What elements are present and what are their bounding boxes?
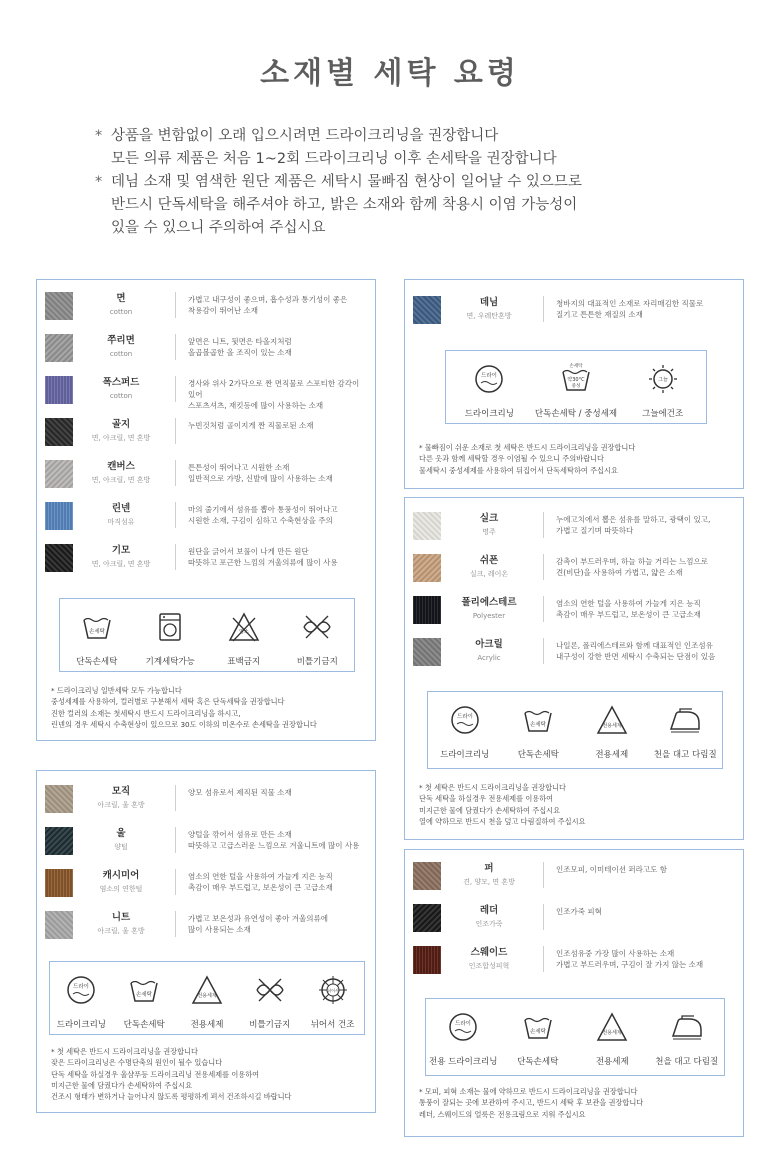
care-note-line: * 첫 세탁은 반드시 드라이크리닝을 권장합니다 — [419, 783, 566, 792]
material-desc — [175, 502, 367, 528]
care-icon-label: 그늘에건조 — [642, 409, 684, 419]
material-desc — [175, 292, 367, 318]
care-notes — [419, 1086, 733, 1120]
material-desc-line: 일반적으로 가방, 신발에 많이 사용하는 소재 — [188, 474, 333, 483]
material-desc-line: 시원한 소재, 구김이 심하고 수축현상을 주의 — [188, 516, 333, 525]
material-row — [45, 869, 367, 899]
material-name: 모직 — [111, 786, 131, 797]
hand-wash-icon — [80, 611, 114, 647]
material-sub: 마직섬유 — [107, 518, 135, 526]
care-icon-label: 천을 대고 다림질 — [655, 1057, 719, 1067]
care-icon-label: 드라이크리닝 — [464, 409, 514, 419]
material-name-block — [73, 334, 169, 360]
material-sub: 실크, 레이온 — [469, 570, 509, 578]
material-sub: 명주 — [482, 528, 496, 536]
shade-dry-icon — [646, 363, 680, 399]
care-icon-label: 전용세제 — [190, 1020, 224, 1030]
material-name-block — [73, 869, 169, 895]
care-icon-label: 천을 대고 다림질 — [653, 750, 717, 760]
material-name-block — [441, 296, 537, 322]
material-desc-line: 앞면은 니트, 뒷면은 타올지처럼 — [188, 337, 292, 346]
hand-wash-icon — [127, 974, 161, 1010]
svg-text:전용세제: 전용세제 — [602, 723, 622, 729]
no-wring-icon — [253, 974, 287, 1010]
material-name-block — [73, 502, 169, 528]
care-icon-label: 비틀기금지 — [249, 1020, 291, 1030]
material-sub: 염소의 연한털 — [99, 885, 143, 893]
material-swatch — [45, 418, 73, 446]
material-desc — [543, 512, 735, 538]
material-name-block — [73, 292, 169, 318]
care-icon-item — [207, 611, 281, 667]
material-sub: 면, 아크릴, 면 혼방 — [91, 560, 151, 568]
material-desc-line: 청바지의 대표적인 소재로 자리매김한 직물로 — [556, 299, 704, 308]
material-desc-line: 누빈것처럼 골이지게 짠 직물로된 소재 — [188, 421, 314, 430]
care-icon-label: 단독손세탁 — [517, 1057, 559, 1067]
material-desc — [175, 376, 367, 410]
care-note-line: 중성세제를 사용하여, 컬러별로 구분해서 세탁 혹은 단독세탁을 권장합니다 — [51, 697, 285, 707]
material-name: 데님 — [479, 297, 499, 308]
material-row — [45, 460, 367, 490]
material-name: 골지 — [111, 419, 131, 430]
material-desc-line: 가볍고 내구성이 좋으며, 흡수성과 통기성이 좋은 — [188, 295, 348, 304]
material-row — [45, 544, 367, 574]
care-icon-item — [501, 1011, 576, 1067]
care-note-line: 미지근한 물에 담궜다가 손세탁하여 주십시요 — [51, 1080, 193, 1090]
material-desc-line: 견(비단)을 사용하여 가볍고, 얇은 소재 — [556, 568, 683, 577]
panel-silk — [404, 497, 744, 840]
machine-wash-icon — [153, 611, 187, 647]
care-icon-label: 뉘어서 건조 — [310, 1020, 355, 1030]
material-row — [45, 785, 367, 815]
care-icon-item — [502, 704, 576, 760]
svg-text:손세탁: 손세탁 — [136, 992, 153, 998]
iron-with-cloth-icon — [668, 704, 702, 740]
material-desc-line: 나일론, 폴리에스테르와 함께 대표적인 인조섬유 — [556, 641, 713, 650]
material-name-block — [73, 785, 169, 811]
material-name-block — [73, 544, 169, 570]
material-desc-line: 많이 사용되는 소재 — [188, 925, 251, 934]
material-name-block — [441, 946, 537, 972]
svg-text:그늘: 그늘 — [657, 377, 668, 383]
svg-text:손세탁: 손세탁 — [530, 722, 547, 728]
care-notes — [419, 442, 733, 476]
material-sub: 인조합성피혁 — [468, 962, 510, 970]
material-name: 레더 — [479, 905, 499, 916]
care-icon-label: 표백금지 — [227, 657, 261, 667]
material-desc-line: 따뜻하고 고급스러운 느낌으로 겨울니트에 많이 사용 — [188, 841, 360, 850]
care-icons-box — [49, 961, 365, 1035]
panel-fur-leather — [404, 849, 744, 1137]
care-notes — [51, 1046, 365, 1102]
care-icons-box — [425, 998, 725, 1076]
care-icon-item — [575, 704, 649, 760]
material-desc-line: 인조섬유중 가장 많이 사용하는 소재 — [556, 949, 675, 958]
svg-text:뉘어서: 뉘어서 — [326, 988, 339, 993]
care-icons-box — [59, 598, 355, 672]
material-swatch — [45, 334, 73, 362]
material-sub: 아크릴, 울 혼방 — [97, 927, 145, 935]
material-desc — [543, 638, 735, 664]
material-desc — [543, 946, 735, 972]
material-name: 쭈리면 — [107, 335, 135, 346]
material-desc — [543, 554, 735, 580]
care-icon-item — [624, 363, 702, 419]
material-row — [45, 376, 367, 410]
material-swatch — [45, 911, 73, 939]
material-row — [413, 904, 735, 934]
material-swatch — [45, 292, 73, 320]
material-swatch — [413, 512, 441, 540]
material-row — [413, 946, 735, 976]
care-note-line: 단독 세탁을 하실경우 전용세제를 이용하여 — [419, 794, 554, 804]
material-swatch — [413, 596, 441, 624]
material-desc-line: 인조가죽 피혁 — [556, 907, 602, 916]
svg-text:드라이: 드라이 — [73, 984, 90, 990]
care-icon-item — [450, 363, 528, 419]
material-desc-line: 가볍고 부드러우며, 구김이 잘 가지 않는 소재 — [556, 960, 704, 969]
panel-cotton — [36, 279, 376, 741]
material-desc — [543, 296, 735, 322]
care-note-line: 단독 세탁을 하실경우 울샴푸등 드라이크리닝 전용세제를 이용하여 — [51, 1069, 260, 1079]
material-desc-line: 따뜻하고 포근한 느낌의 겨울의류에 많이 사용 — [188, 558, 338, 567]
intro-line: 모든 의류 제품은 처음 1~2회 드라이크리닝 이후 손세탁을 권장합니다 — [111, 151, 557, 167]
care-note-line: 린넨의 경우 세탁시 수축현상이 있으므로 30도 이하의 미온수로 손세탁을 권장합니다 — [51, 719, 317, 729]
material-name: 폴리에스테르 — [461, 597, 517, 608]
material-desc — [543, 904, 735, 930]
material-row — [45, 292, 367, 322]
material-swatch — [413, 554, 441, 582]
material-desc-line: 촉감이 매우 부드럽고, 보온성이 큰 고급소재 — [556, 610, 701, 619]
material-name: 니트 — [111, 912, 131, 923]
dry-clean-icon — [448, 704, 482, 740]
material-swatch — [413, 946, 441, 974]
material-row — [413, 638, 735, 668]
care-note-line: * 물빠짐이 쉬운 소재로 첫 세탁은 반드시 드라이크리닝을 권장합니다 — [419, 443, 636, 452]
care-icon-item — [60, 611, 134, 667]
care-icon-label: 비틀기금지 — [296, 657, 338, 667]
material-name: 울 — [116, 828, 126, 839]
material-desc-line: 염소의 연한 털을 사용하여 가늘게 지은 능직 — [188, 872, 333, 881]
hand-wash-neutral-icon — [559, 363, 593, 399]
material-desc-line: 가볍고 보온성과 유연성이 좋아 겨울의류에 — [188, 914, 328, 923]
material-desc — [175, 827, 367, 853]
care-note-line: * 모피, 피혁 소재는 물에 약하므로 반드시 드라이크리닝을 권장합니다 — [419, 1087, 638, 1096]
svg-text:드라이: 드라이 — [481, 373, 498, 379]
material-row — [45, 418, 367, 448]
care-icon-label: 전용세제 — [595, 750, 629, 760]
material-swatch — [413, 638, 441, 666]
svg-text:전용세제: 전용세제 — [602, 1030, 622, 1036]
intro-text: * 상품을 변함없이 오래 입으시려면 드라이크리닝을 권장합니다 모든 의류 제품은 처음 1~2회 드라이크리닝 이후 손세탁을 권장합니다 * 데님 소재 및 염색한 원단 제품은 세탁시 물빠짐 현상이 일어날 수 있으므로 반드시 단독세탁을 해주셔야 하고, 밝은 소재와 함께 착용시 이염 가능성이 있을 수 있으니 주의하여 주십시요 — [95, 125, 755, 240]
intro-line: 상품을 변함없이 오래 입으시려면 드라이크리닝을 권장합니다 — [111, 128, 499, 144]
material-swatch — [45, 376, 73, 404]
material-row — [45, 502, 367, 532]
hand-wash-icon — [521, 1011, 555, 1047]
material-name: 실크 — [479, 513, 499, 524]
material-swatch — [413, 296, 441, 324]
intro-line: 반드시 단독세탁을 해주셔야 하고, 밝은 소재와 함께 착용시 이염 가능성이 — [111, 197, 578, 213]
material-swatch — [45, 502, 73, 530]
material-swatch — [45, 785, 73, 813]
material-desc-line: 인조모피, 이미테이션 퍼라고도 함 — [556, 865, 667, 874]
material-desc — [175, 334, 367, 360]
material-desc-line: 내구성이 강한 반면 세탁시 수축되는 단점이 있음 — [556, 652, 716, 661]
material-row — [45, 911, 367, 941]
svg-text:중성: 중성 — [571, 384, 581, 389]
material-row — [45, 334, 367, 364]
page-title: 소재별 세탁 요령 — [260, 56, 520, 91]
panel-denim — [404, 279, 744, 489]
care-notes — [51, 685, 365, 730]
material-name-block — [441, 904, 537, 930]
material-row — [413, 862, 735, 892]
care-icon-item — [426, 1011, 501, 1067]
material-swatch — [45, 827, 73, 855]
material-desc-line: 양모 섬유로서 제직된 직물 소재 — [188, 788, 292, 797]
dry-clean-icon — [472, 363, 506, 399]
care-notes — [419, 782, 733, 827]
care-note-line: 다른 옷과 함께 세탁할 경우 이염될 수 있으니 주의바랍니다 — [419, 454, 604, 464]
material-sub: 인조가죽 — [475, 920, 503, 928]
material-name-block — [73, 418, 169, 444]
hand-wash-icon — [521, 704, 555, 740]
material-name-block — [73, 460, 169, 486]
care-note-line: * 드라이크리닝 일반세탁 모두 가능합니다 — [51, 686, 182, 695]
care-icon-label: 단독손세탁 — [76, 657, 118, 667]
care-icon-item — [534, 363, 618, 419]
special-detergent-icon — [190, 974, 224, 1010]
svg-text:손세탁: 손세탁 — [529, 1029, 546, 1035]
material-desc — [175, 869, 367, 895]
svg-text:전용세제: 전용세제 — [197, 993, 217, 999]
material-desc-line: 감촉이 부드러우며, 하늘 하늘 거리는 느낌으로 — [556, 557, 708, 566]
dry-clean-icon — [64, 974, 98, 1010]
material-sub: 면, 아크릴, 면 혼방 — [91, 476, 151, 484]
material-name: 린넨 — [111, 503, 131, 514]
material-sub: Polyester — [472, 612, 506, 620]
material-name-block — [441, 596, 537, 622]
care-icon-item — [176, 974, 239, 1030]
care-note-line: 물세탁시 중성세제를 사용하여 뒤집어서 단독세탁하여 주십시요 — [419, 465, 618, 475]
material-row — [413, 554, 735, 584]
material-sub: 아크릴, 울 혼방 — [97, 801, 145, 809]
material-sub: 양털 — [114, 843, 128, 851]
care-icon-label: 단독손세탁 — [123, 1020, 165, 1030]
care-icon-item — [649, 704, 723, 760]
care-note-line: 통풍이 잘되는 곳에 보관하여 주시고, 반드시 세탁 후 보관을 권장합니다 — [419, 1098, 644, 1108]
material-name-block — [441, 512, 537, 538]
material-name-block — [441, 638, 537, 664]
material-desc-line: 양털을 깎어서 섬유로 만든 소재 — [188, 830, 292, 839]
svg-text:염소: 염소 — [238, 629, 249, 635]
special-detergent-icon — [595, 704, 629, 740]
svg-text:손세탁: 손세탁 — [569, 364, 583, 369]
care-icon-item — [50, 974, 113, 1030]
dry-flat-icon — [316, 974, 350, 1010]
care-icon-item — [281, 611, 355, 667]
material-name: 퍼 — [484, 863, 494, 874]
material-desc-line: 염소의 연한 털을 사용하여 가늘게 지은 능직 — [556, 599, 701, 608]
care-note-line: 레더, 스웨이드의 얼룩은 전용크림으로 지워 주십시요 — [419, 1109, 586, 1119]
care-icon-item — [113, 974, 176, 1030]
care-icon-item — [428, 704, 502, 760]
material-name-block — [73, 376, 169, 402]
care-icon-label: 단독손세탁 / 중성세제 — [534, 409, 618, 419]
care-icon-item — [238, 974, 301, 1030]
care-icons-box — [427, 691, 723, 769]
panel-wool — [36, 770, 376, 1113]
material-name: 스웨이드 — [470, 947, 508, 958]
material-name-block — [441, 862, 537, 888]
special-detergent-icon — [595, 1011, 629, 1047]
material-desc-line: 질기고 튼튼한 재질의 소재 — [556, 310, 643, 319]
material-desc — [175, 544, 367, 570]
care-note-line: 미지근한 물에 담궜다가 손세탁하여 주십시요 — [419, 805, 561, 815]
svg-text:손세탁: 손세탁 — [88, 629, 105, 635]
material-desc — [175, 418, 367, 444]
svg-text:드라이: 드라이 — [455, 1021, 472, 1027]
care-icon-item — [134, 611, 208, 667]
no-bleach-icon — [227, 611, 261, 647]
material-desc — [543, 862, 735, 888]
material-name: 쉬폰 — [479, 555, 499, 566]
material-desc — [175, 785, 367, 811]
material-desc-line: 가볍고 질기며 따뜻하다 — [556, 526, 634, 535]
care-icons-box — [445, 350, 707, 424]
material-desc-line: 스포츠셔츠, 재킷등에 많이 사용하는 소재 — [188, 401, 324, 410]
svg-text:약30°C: 약30°C — [567, 377, 585, 383]
material-name-block — [441, 554, 537, 580]
care-icon-item — [575, 1011, 650, 1067]
dry-clean-icon — [446, 1011, 480, 1047]
material-swatch — [413, 862, 441, 890]
iron-with-cloth-icon — [670, 1011, 704, 1047]
care-note-line: 진한 컬러의 소재는 첫세탁시 반드시 드라이크리닝을 하시고, — [51, 708, 241, 718]
material-sub: Acrylic — [477, 654, 501, 662]
material-desc-line: 원단을 긁어서 보풀이 나게 만든 원단 — [188, 547, 309, 556]
care-icon-label: 전용 드라이크리닝 — [429, 1057, 498, 1067]
material-name: 기모 — [111, 545, 131, 556]
intro-line: 있을 수 있으니 주의하여 주십시요 — [111, 220, 326, 236]
material-row — [413, 596, 735, 626]
material-swatch — [45, 544, 73, 572]
intro-line: 데님 소재 및 염색한 원단 제품은 세탁시 물빠짐 현상이 일어날 수 있으므로 — [111, 174, 582, 190]
material-desc-line: 착용감이 뛰어난 소재 — [188, 306, 258, 315]
material-name-block — [73, 911, 169, 937]
material-desc — [543, 596, 735, 622]
no-wring-icon — [300, 611, 334, 647]
material-desc-line: 누에고치에서 뽑은 섬유를 말하고, 광택이 있고, — [556, 515, 711, 524]
material-desc-line: 촉감이 매우 부드럽고, 보온성이 큰 고급소재 — [188, 883, 333, 892]
care-note-line: 잦은 드라이크리닝은 수명단축의 원인이 될수 있습니다 — [51, 1058, 223, 1068]
material-sub: cotton — [109, 392, 133, 400]
material-swatch — [45, 460, 73, 488]
material-row — [413, 296, 735, 326]
material-sub: 면, 아크릴, 면 혼방 — [91, 434, 151, 442]
material-name: 캐시미어 — [102, 870, 140, 881]
material-desc-line: 경사와 위사 2가닥으로 짠 면직물로 스포티한 감각이 있어 — [188, 379, 360, 399]
material-swatch — [45, 869, 73, 897]
material-name: 캔버스 — [107, 461, 135, 472]
material-sub: cotton — [109, 308, 133, 316]
care-icon-item — [301, 974, 364, 1030]
material-name: 폭스퍼드 — [102, 377, 140, 388]
material-sub: 면, 우레탄혼방 — [466, 312, 512, 320]
care-icon-label: 드라이크리닝 — [56, 1020, 107, 1030]
material-row — [413, 512, 735, 542]
care-icon-label: 기계세탁가능 — [145, 657, 195, 667]
material-row — [45, 827, 367, 857]
care-note-line: * 첫 세탁은 반드시 드라이크리닝을 권장합니다 — [51, 1047, 198, 1056]
material-desc-line: 튼튼성이 뛰어나고 시원한 소재 — [188, 463, 290, 472]
material-name: 아크릴 — [475, 639, 503, 650]
care-note-line: 열에 약하므로 반드시 천을 덮고 다림질하여 주십시요 — [419, 816, 586, 826]
care-icon-label: 드라이크리닝 — [440, 750, 490, 760]
material-sub: cotton — [109, 350, 133, 358]
svg-text:드라이: 드라이 — [456, 714, 473, 720]
material-name-block — [73, 827, 169, 853]
material-name: 면 — [116, 293, 126, 304]
care-icon-item — [650, 1011, 725, 1067]
material-desc — [175, 911, 367, 937]
material-desc-line: 마의 줄기에서 섬유를 뽑아 통풍성이 뛰어나고 — [188, 505, 338, 514]
material-swatch — [413, 904, 441, 932]
care-note-line: 건조시 형태가 변하거나 늘어나지 않도록 평평하게 펴서 건조하시길 바랍니다 — [51, 1092, 292, 1102]
care-icon-label: 단독손세탁 — [517, 750, 559, 760]
material-sub: 견, 양모, 면 혼방 — [463, 878, 515, 886]
care-icon-label: 전용세제 — [595, 1057, 629, 1067]
material-desc — [175, 460, 367, 486]
material-desc-line: 올곱볼곱한 올 조직이 있는 소재 — [188, 348, 292, 357]
